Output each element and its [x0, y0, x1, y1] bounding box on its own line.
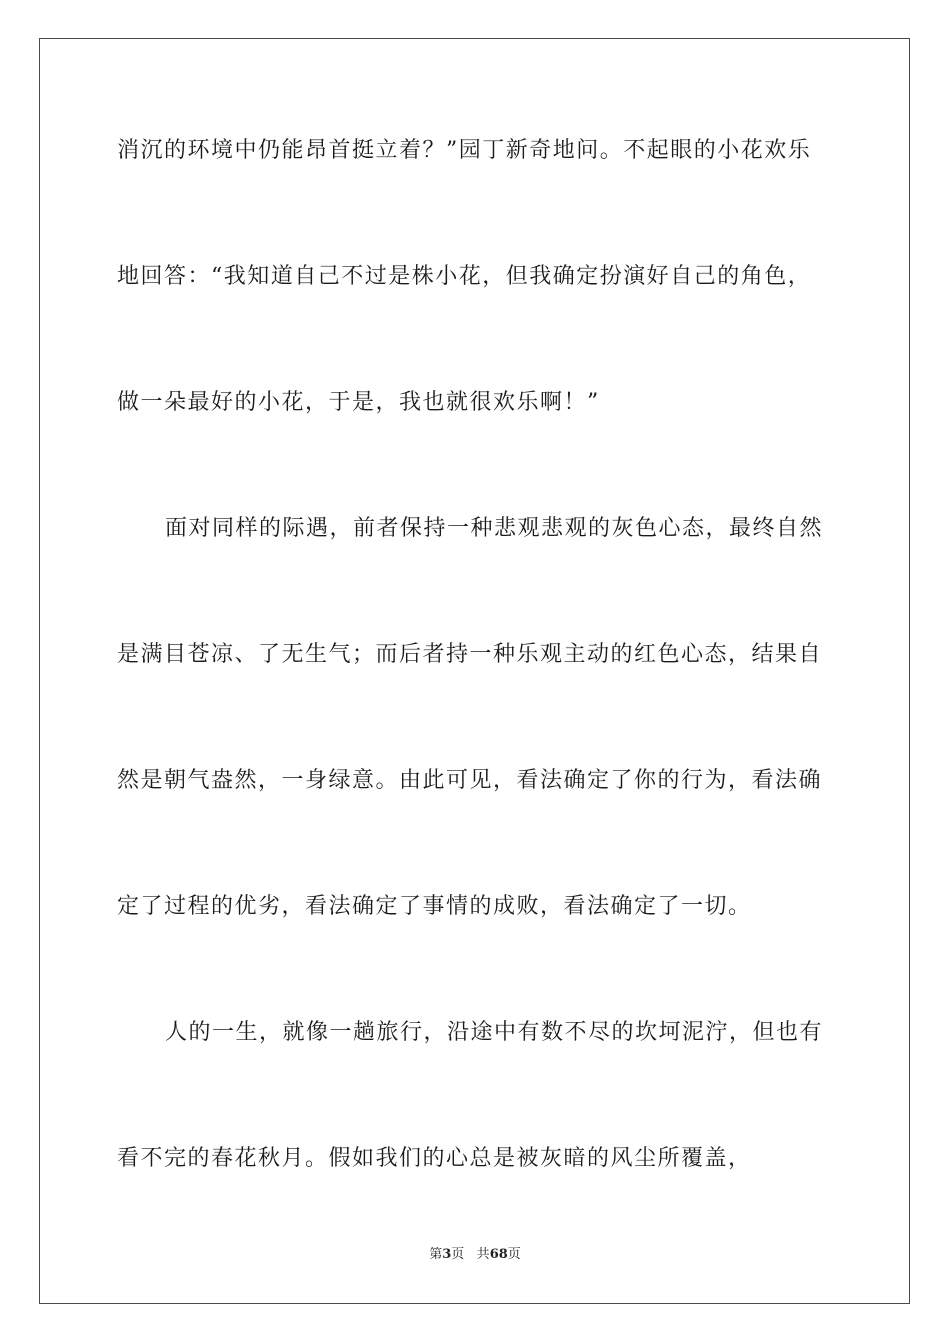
- paragraph-line-8: 人的一生，就像一趟旅行，沿途中有数不尽的坎坷泥泞，但也有: [165, 1020, 824, 1045]
- footer-total-pages: 68: [489, 1247, 508, 1262]
- footer-total-prefix: 共: [476, 1247, 490, 1262]
- page-footer: [0, 1246, 950, 1264]
- footer-page-prefix: 第: [429, 1247, 443, 1262]
- paragraph-line-6: 然是朝气盎然，一身绿意。由此可见，看法确定了你的行为，看法确: [117, 768, 823, 793]
- paragraph-line-7: 定了过程的优劣，看法确定了事情的成败，看法确定了一切。: [117, 894, 752, 919]
- paragraph-line-5: 是满目苍凉、了无生气；而后者持一种乐观主动的红色心态，结果自: [117, 642, 823, 667]
- footer-page-suffix: 页: [451, 1247, 465, 1262]
- paragraph-line-2: 地回答：“我知道自己不过是株小花，但我确定扮演好自己的角色，: [117, 264, 812, 289]
- paragraph-line-9: 看不完的春花秋月。假如我们的心总是被灰暗的风尘所覆盖，: [117, 1146, 752, 1171]
- paragraph-line-4: 面对同样的际遇，前者保持一种悲观悲观的灰色心态，最终自然: [165, 516, 824, 541]
- footer-page-number: 3: [442, 1247, 452, 1262]
- footer-total-suffix: 页: [507, 1247, 521, 1262]
- paragraph-line-1: 消沉的环境中仍能昂首挺立着？”园丁新奇地问。不起眼的小花欢乐: [117, 138, 812, 163]
- page-border: [39, 38, 910, 1304]
- paragraph-line-3: 做一朵最好的小花，于是，我也就很欢乐啊！”: [117, 390, 600, 415]
